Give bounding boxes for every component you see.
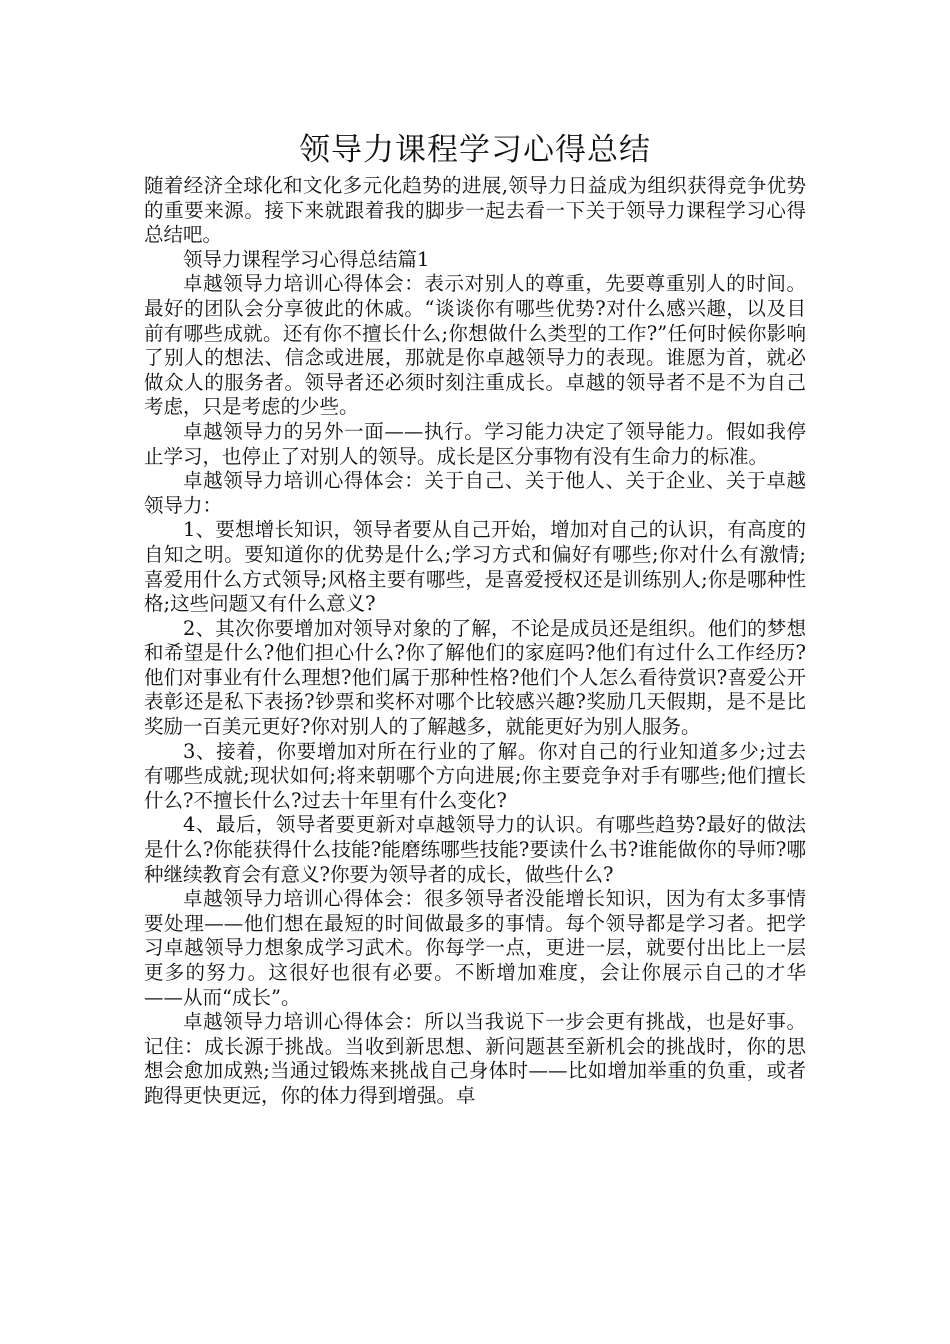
- section-heading: 领导力课程学习心得总结篇1: [183, 247, 430, 271]
- paragraph: 卓越领导力培训心得体会：很多领导者没能增长知识，因为有太多事情要处理——他们想在最短的时间做最多的事情。每个领导都是学习者。把学习卓越领导力想象成学习武术。你每学一点，更进一层，就要付出比上一层更多的努力。这很好也很有必要。不断增加难度，会让你展示自己的才华——从而“成长”。: [144, 887, 806, 1009]
- paragraph: 卓越领导力的另外一面——执行。学习能力决定了领导能力。假如我停止学习，也停止了对别人的领导。成长是区分事物有没有生命力的标准。: [144, 419, 806, 468]
- document-title: 领导力课程学习心得总结: [299, 132, 651, 168]
- document-page: [144, 128, 806, 1109]
- list-item-paragraph: 4、最后，领导者要更新对卓越领导力的认识。有哪些趋势?最好的做法是什么?你能获得什么技能?能磨练哪些技能?要读什么书?谁能做你的导师?哪种继续教育会有意义?你要为领导者的成长，做些什么?: [144, 813, 806, 886]
- list-item-paragraph: 1、要想增长知识，领导者要从自己开始，增加对自己的认识，有高度的自知之明。要知道你的优势是什么;学习方式和偏好有哪些;你对什么有激情;喜爱用什么方式领导;风格主要有哪些，是喜爱授权还是训练别人;你是哪种性格;这些问题又有什么意义?: [144, 518, 806, 616]
- paragraph: 卓越领导力培训心得体会：表示对别人的尊重，先要尊重别人的时间。最好的团队会分享彼此的休戚。“谈谈你有哪些优势?对什么感兴趣，以及目前有哪些成就。还有你不擅长什么;你想做什么类型的工作?”任何时候你影响了别人的想法、信念或进展，那就是你卓越领导力的表现。谁愿为首，就必做众人的服务者。领导者还必须时刻注重成长。卓越的领导者不是不为自己考虑，只是考虑的少些。: [144, 272, 806, 419]
- document-body: [144, 174, 806, 1109]
- paragraph-intro: 随着经济全球化和文化多元化趋势的进展,领导力日益成为组织获得竞争优势的重要来源。接下来就跟着我的脚步一起去看一下关于领导力课程学习心得总结吧。: [144, 174, 806, 247]
- list-item-paragraph: 2、其次你要增加对领导对象的了解，不论是成员还是组织。他们的梦想和希望是什么?他们担心什么?你了解他们的家庭吗?他们有过什么工作经历?他们对事业有什么理想?他们属于那种性格?他们个人怎么看待赏识?喜爱公开表彰还是私下表扬?钞票和奖杯对哪个比较感兴趣?奖励几天假期，是不是比奖励一百美元更好?你对别人的了解越多，就能更好为别人服务。: [144, 616, 806, 739]
- list-item-paragraph: 3、接着，你要增加对所在行业的了解。你对自己的行业知道多少;过去有哪些成就;现状如何;将来朝哪个方向进展;你主要竞争对手有哪些;他们擅长什么?不擅长什么?过去十年里有什么变化?: [144, 739, 806, 812]
- paragraph: 卓越领导力培训心得体会：所以当我说下一步会更有挑战，也是好事。记住：成长源于挑战。当收到新思想、新问题甚至新机会的挑战时，你的思想会愈加成熟;当通过锻炼来挑战自己身体时——比如增加举重的负重，或者跑得更快更远，你的体力得到增强。卓: [144, 1010, 806, 1107]
- paragraph: 卓越领导力培训心得体会：关于自己、关于他人、关于企业、关于卓越领导力：: [144, 469, 806, 517]
